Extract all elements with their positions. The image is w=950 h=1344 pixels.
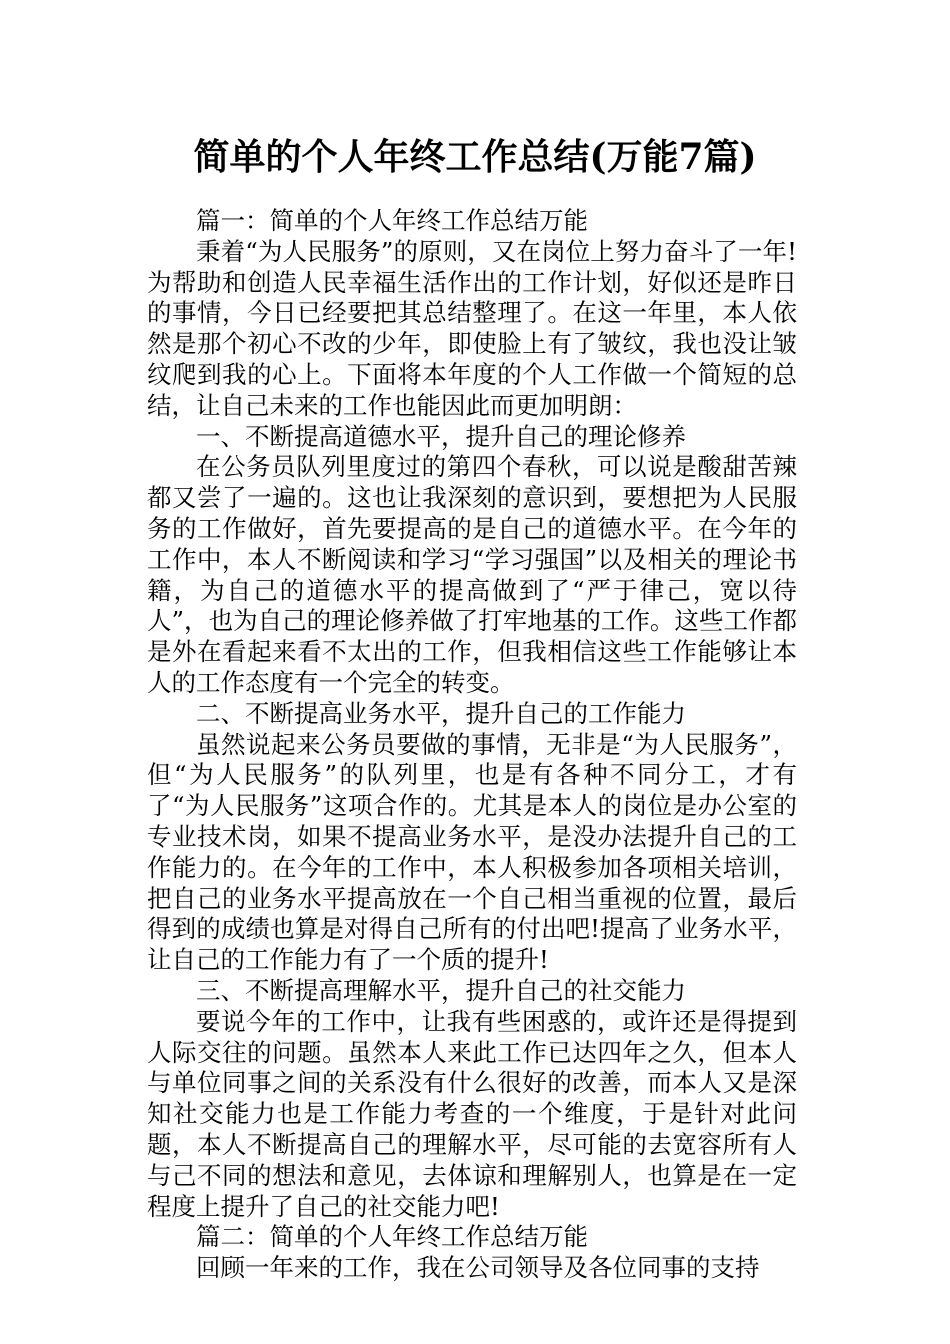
section-heading: 一、不断提高道德水平，提升自己的理论修养 xyxy=(196,421,686,451)
section-heading: 二、不断提高业务水平，提升自己的工作能力 xyxy=(196,698,686,728)
document-body xyxy=(147,206,797,1284)
section-heading: 三、不断提高理解水平，提升自己的社交能力 xyxy=(196,975,686,1005)
body-paragraph: 要说今年的工作中，让我有些困惑的，或许还是得提到人际交往的问题。虽然本人来此工作已达四年之久，但本人与单位同事之间的关系没有什么很好的改善，而本人又是深知社交能力也是工作能力考查的一个维度，于是针对此问题，本人不断提高自己的理解水平，尽可能的去宽容所有人与己不同的想法和意见，去体谅和理解别人，也算是在一定程度上提升了自己的社交能力吧! xyxy=(147,1006,797,1221)
body-paragraph: 回顾一年来的工作，我在公司领导及各位同事的支持 xyxy=(196,1253,760,1283)
body-paragraph: 虽然说起来公务员要做的事情，无非是“为人民服务”，但“为人民服务”的队列里，也是有各种不同分工，才有了“为人民服务”这项合作的。尤其是本人的岗位是办公室的专业技术岗，如果不提高业务水平，是没办法提升自己的工作能力的。在今年的工作中，本人积极参加各项相关培训，把自己的业务水平提高放在一个自己相当重视的位置，最后得到的成绩也算是对得自己所有的付出吧!提高了业务水平，让自己的工作能力有了一个质的提升! xyxy=(147,729,797,975)
body-paragraph: 在公务员队列里度过的第四个春秋，可以说是酸甜苦辣都又尝了一遍的。这也让我深刻的意识到，要想把为人民服务的工作做好，首先要提高的是自己的道德水平。在今年的工作中，本人不断阅读和学习“学习强国”以及相关的理论书籍，为自己的道德水平的提高做到了“严于律己，宽以待人”，也为自己的理论修养做了打牢地基的工作。这些工作都是外在看起来看不太出的工作，但我相信这些工作能够让本人的工作态度有一个完全的转变。 xyxy=(147,452,797,697)
body-paragraph: 秉着“为人民服务”的原则，又在岗位上努力奋斗了一年!为帮助和创造人民幸福生活作出的工作计划，好似还是昨日的事情，今日已经要把其总结整理了。在这一年里，本人依然是那个初心不改的少年，即使脸上有了皱纹，我也没让皱纹爬到我的心上。下面将本年度的个人工作做一个简短的总结，让自己未来的工作也能因此而更加明朗： xyxy=(147,236,797,420)
document-title: 简单的个人年终工作总结(万能7篇) xyxy=(193,136,757,178)
section-heading: 篇二：简单的个人年终工作总结万能 xyxy=(196,1222,588,1252)
section-heading: 篇一：简单的个人年终工作总结万能 xyxy=(196,206,588,235)
